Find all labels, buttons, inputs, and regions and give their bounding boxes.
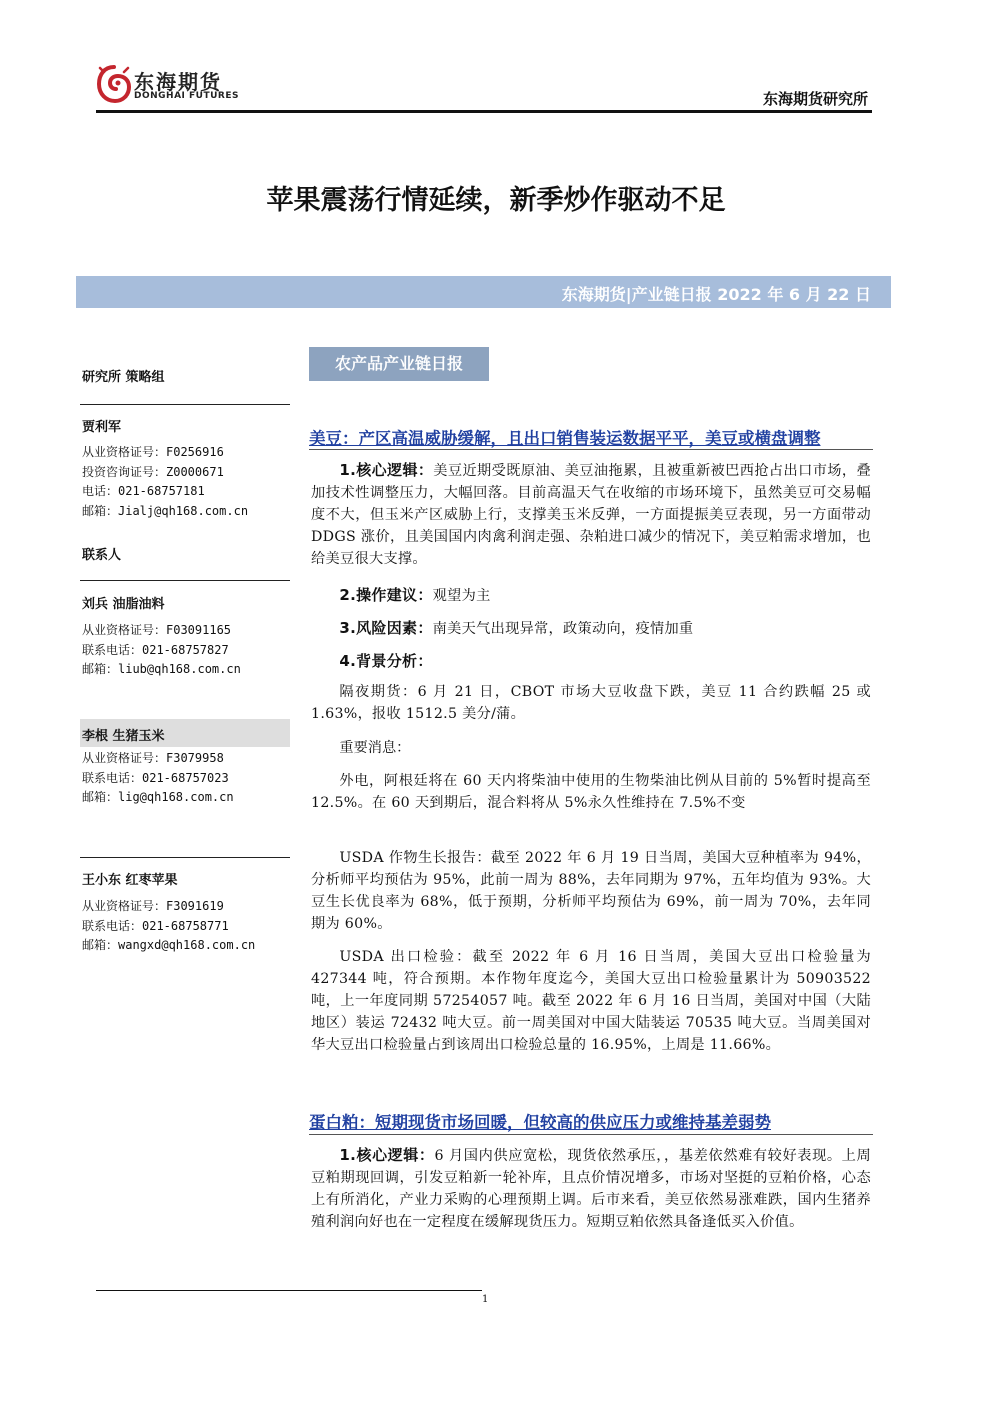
operation-text: 观望为主 [432,588,491,604]
analyst-detail-line: 投资咨询证号：Z0000671 [82,464,224,479]
date-banner [76,276,891,308]
analyst-email[interactable]: 邮箱：Jialj@qh168.com.cn [82,503,249,518]
risk-text: 南美天气出现异常，政策动向，疫情加重 [432,621,694,637]
contact-email[interactable]: 邮箱：lig@qh168.com.cn [82,790,234,804]
contact-details [82,749,234,808]
soybean-core-logic [311,459,871,570]
sidebar-divider [80,857,290,858]
sidebar-divider [80,580,290,581]
contact-name: 刘兵 油脂油料 [82,597,165,612]
contact-detail-line: 联系电话：021-68757023 [82,770,229,785]
document-title: 苹果震荡行情延续，新季炒作驱动不足 [266,185,726,216]
core-logic-text: 6 月国内供应宽松，现货依然承压，，基差依然难有较好表现。上周豆粕期现回调，引发豆粕新一轮补库，且点价情况增多，市场对坚挺的豆粕价格，心态上有所消化，产业力采购的心理预期上调。后市来看，美豆依然易涨难跌，国内生猪养殖利润向好也在一定程度在缓解现货压力。短期豆粕依然具备逢低买入价值。 [311,1148,871,1230]
contact-email[interactable]: 邮箱：wangxd@qh168.com.cn [82,938,256,952]
operation-label: 2.操作建议： [339,586,433,604]
contact-detail-line: 联系电话：021-68758771 [82,918,229,933]
news-item-export-inspection: USDA 出口检验：截至 2022 年 6 月 16 日当周，美国大豆出口检验量为 427344 吨，符合预期。本作物年度迄今，美国大豆出口检验量累计为 50903522吨，上一年度同期 57254057 吨。截至 2022 年 6 月 16 日当周，美国对中国（大陆地区）装运 72432 吨大豆。前一周美国对中国大陆装运 70535 吨大豆。当周美国对华大豆出口检验量占到该周出口检验总量的 16.95%，上周是 11.66%。 [311,949,871,1053]
analyst-detail-line: 电话：021-68757181 [82,484,205,498]
contact-details [82,621,241,680]
soybean-heading[interactable]: 美豆：产区高温威胁缓解，且出口销售装运数据平平，美豆或横盘调整 [309,429,821,448]
contact-detail-line: 从业资格证号：F3091619 [82,899,224,913]
contact-details [82,897,255,956]
background-label: 4.背景分析： [339,652,433,670]
core-logic-text: 美豆近期受既原油、美豆油拖累，且被重新被巴西抢占出口市场，叠加技术性调整压力，大幅回落。目前高温天气在收缩的市场环境下，虽然美豆可交易幅度不大，但玉米产区威胁上行，支撑美玉米反弹，一方面提振美豆表现，另一方面带动 DDGS 涨价，且美国国内肉禽利润走强、杂粕进口减少的情况下，美豆粕需求增加，也给美豆很大支撑。 [311,463,871,567]
core-logic-label: 1.核心逻辑： [339,461,434,479]
team-label: 研究所 策略组 [82,370,165,385]
heading-divider [309,1134,873,1135]
section-tab: 农产品产业链日报 [309,347,489,381]
company-logo [96,64,239,108]
footer-divider [96,1290,482,1291]
contact-name: 李根 生猪玉米 [82,729,165,744]
contact-detail-line: 从业资格证号：F3079958 [82,751,224,765]
logo-english-name: DONGHAI FUTURES [134,91,239,101]
date-banner-text: 东海期货|产业链日报 2022 年 6 月 22 日 [561,285,871,304]
news-label: 重要消息： [339,740,411,756]
news-item-argentina: 外电，阿根廷将在 60 天内将柴油中使用的生物柴油比例从目前的 5%暂时提高至 12.5%。在 60 天到期后，混合料将从 5%永久性维持在 7.5%不变 [311,773,871,811]
meal-core-logic [311,1144,871,1233]
meal-heading[interactable]: 蛋白粕：短期现货市场回暖，但较高的供应压力或维持基差弱势 [309,1113,771,1132]
sidebar-divider [80,404,290,405]
contact-detail-line: 联系电话：021-68757827 [82,642,229,657]
logo-chinese-name: 东海期货 [134,70,222,94]
risk-label: 3.风险因素： [339,619,433,637]
dragon-logo-icon [96,64,132,104]
contacts-label: 联系人 [82,548,122,563]
contact-email[interactable]: 邮箱：liub@qh168.com.cn [82,662,241,676]
contact-detail-line: 从业资格证号：F03091165 [82,623,232,637]
soybean-operation [311,584,871,607]
page-number: 1 [482,1294,489,1305]
overnight-futures: 隔夜期货：6 月 21 日，CBOT 市场大豆收盘下跌，美豆 11 合约跌幅 25 或 1.63%，报收 1512.5 美分/蒲。 [311,684,871,722]
institute-name: 东海期货研究所 [762,90,868,108]
analyst-details [82,443,248,521]
soybean-risk [311,617,871,640]
soybean-background [311,650,871,673]
contact-name: 王小东 红枣苹果 [82,873,178,888]
analyst-detail-line: 从业资格证号：F0256916 [82,445,224,459]
analyst-name: 贾利军 [82,420,122,435]
header-divider [96,110,872,113]
core-logic-label: 1.核心逻辑： [339,1146,435,1164]
heading-divider [309,449,873,450]
news-item-crop-progress: USDA 作物生长报告：截至 2022 年 6 月 19 日当周，美国大豆种植率为 94%，分析师平均预估为 95%，此前一周为 88%，去年同期为 97%，五年均值为 93%。大豆生长优良率为 68%，低于预期，分析师平均预估为 69%，前一周为 70%，去年同期为 60%。 [311,850,871,932]
